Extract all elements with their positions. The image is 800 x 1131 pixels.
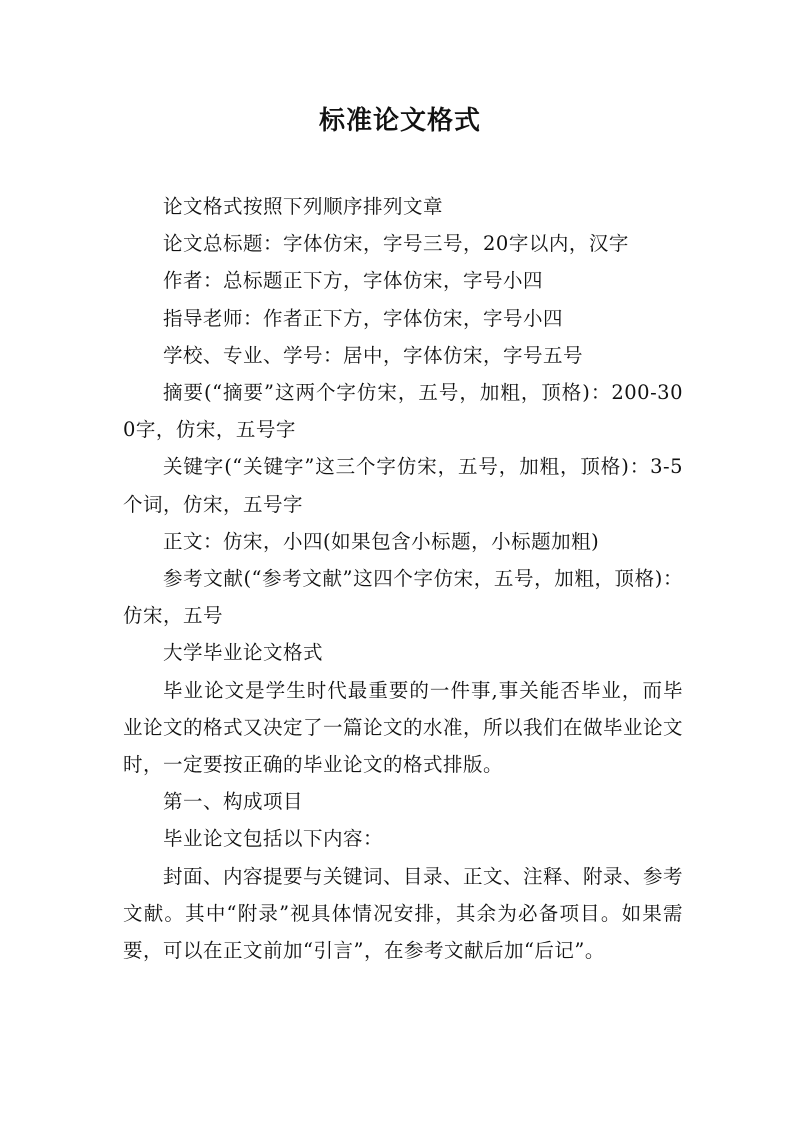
paragraph-keywords-format: 关键字(“关键字”这三个字仿宋，五号，加粗，顶格)：3-5个词，仿宋，五号字	[123, 455, 683, 516]
document-body	[123, 188, 683, 969]
section-heading-components: 第一、构成项目	[163, 790, 304, 814]
paragraph-advisor-format: 指导老师：作者正下方，字体仿宋，字号小四	[163, 306, 564, 330]
paragraph-school-format: 学校、专业、学号：居中，字体仿宋，字号五号	[163, 343, 584, 367]
paragraph-contents-intro: 毕业论文包括以下内容：	[163, 827, 384, 851]
paragraph-order-intro: 论文格式按照下列顺序排列文章	[163, 195, 444, 218]
paragraph-body-format: 正文：仿宋，小四(如果包含小标题，小标题加粗)	[163, 529, 600, 553]
paragraph-main-title-format: 论文总标题：字体仿宋，字号三号，20字以内，汉字	[163, 232, 629, 256]
paragraph-abstract-format: 摘要(“摘要”这两个字仿宋，五号，加粗，顶格)：200-300字，仿宋，五号字	[123, 381, 683, 442]
paragraph-author-format: 作者：总标题正下方，字体仿宋，字号小四	[163, 269, 544, 293]
paragraph-contents-list: 封面、内容提要与关键词、目录、正文、注释、附录、参考文献。其中“附录”视具体情况安排，其余为必备项目。如果需要，可以在正文前加“引言”，在参考文献后加“后记”。	[123, 864, 684, 963]
paragraph-importance: 毕业论文是学生时代最重要的一件事,事关能否毕业，而毕业论文的格式又决定了一篇论文的水准，所以我们在做毕业论文时，一定要按正确的毕业论文的格式排版。	[123, 678, 684, 777]
section-heading-university-format: 大学毕业论文格式	[163, 641, 324, 665]
paragraph-references-format: 参考文献(“参考文献”这四个字仿宋，五号，加粗，顶格)：仿宋，五号	[123, 567, 683, 628]
document-title: 标准论文格式	[318, 106, 481, 136]
